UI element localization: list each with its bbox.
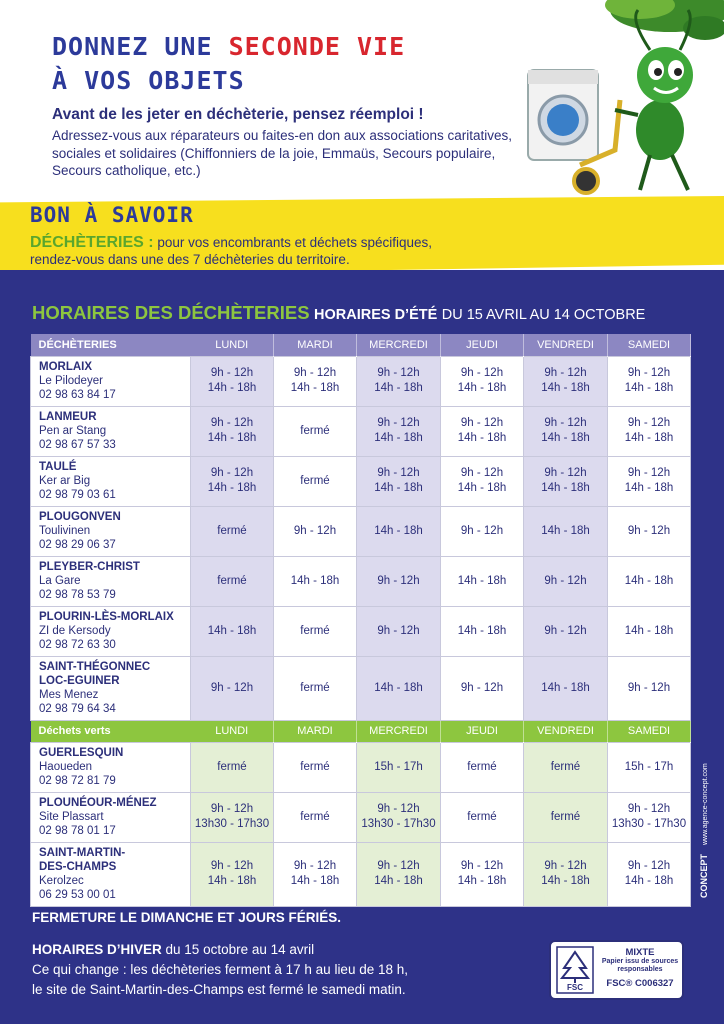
hours-cell: 9h - 12h 14h - 18h (524, 356, 608, 406)
bon-a-savoir-label: DÉCHÈTERIES : (30, 234, 154, 251)
hours-cell: 14h - 18h (274, 556, 357, 606)
site-phone: 02 98 29 06 37 (39, 538, 116, 551)
table-row (31, 556, 691, 606)
site-cell (31, 842, 191, 906)
site-phone: 02 98 72 81 79 (39, 774, 116, 787)
fsc-text (599, 947, 681, 989)
horaires-subtitle: HORAIRES D’ÉTÉ (314, 307, 438, 323)
hours-cell: 9h - 12h 14h - 18h (191, 406, 274, 456)
horaires-period: DU 15 AVRIL AU 14 OCTOBRE (441, 307, 646, 323)
agency-brand: CONCEPT (699, 853, 709, 898)
column-header-day: SAMEDI (608, 720, 691, 742)
column-header-day: LUNDI (191, 334, 274, 356)
hours-cell: fermé (524, 742, 608, 792)
site-cell (31, 506, 191, 556)
hours-cell: 9h - 12h 14h - 18h (191, 456, 274, 506)
table-row (31, 406, 691, 456)
decheteries-header-row (31, 334, 691, 356)
site-name: PLOUGONVEN (39, 510, 121, 523)
column-header-day: VENDREDI (524, 334, 608, 356)
hours-cell: 9h - 12h 13h30 - 17h30 (357, 792, 441, 842)
hours-cell: 9h - 12h (524, 606, 608, 656)
bon-a-savoir-text (30, 234, 432, 268)
hours-cell: 9h - 12h 14h - 18h (608, 842, 691, 906)
site-phone: 02 98 67 57 33 (39, 438, 116, 451)
hours-cell: fermé (191, 742, 274, 792)
column-header-day: SAMEDI (608, 334, 691, 356)
site-place: Pen ar Stang (39, 424, 107, 437)
column-header-day: LUNDI (191, 720, 274, 742)
site-place: Ker ar Big (39, 474, 91, 487)
bon-a-savoir-text2: rendez-vous dans une des 7 déchèteries du territoire. (30, 252, 350, 267)
schedule-body (31, 334, 691, 906)
site-phone: 02 98 72 63 30 (39, 638, 116, 651)
fsc-papier: Papier issu de sources responsables (601, 958, 679, 973)
hours-cell: 9h - 12h (274, 506, 357, 556)
hours-cell: 9h - 12h (441, 656, 524, 720)
site-cell (31, 356, 191, 406)
hours-cell: 9h - 12h 14h - 18h (191, 356, 274, 406)
fsc-label (549, 940, 684, 1000)
table-row (31, 606, 691, 656)
hours-cell: 14h - 18h (608, 556, 691, 606)
horaires-main-title: HORAIRES DES DÉCHÈTERIES (32, 302, 310, 323)
hours-cell: 9h - 12h (608, 506, 691, 556)
hours-cell: 9h - 12h 14h - 18h (191, 842, 274, 906)
hours-cell: 14h - 18h (357, 656, 441, 720)
site-name: PLOUNÉOUR-MÉNEZ (39, 796, 157, 809)
hours-cell: fermé (524, 792, 608, 842)
hours-cell: 14h - 18h (441, 556, 524, 606)
hours-cell: fermé (274, 456, 357, 506)
fsc-brand: FSC (567, 983, 583, 992)
hours-cell: 14h - 18h (524, 506, 608, 556)
site-phone: 02 98 79 64 34 (39, 702, 116, 715)
site-name: LANMEUR (39, 410, 97, 423)
site-name: GUERLESQUIN (39, 746, 124, 759)
column-header-day: MARDI (274, 334, 357, 356)
hours-cell: 9h - 12h 14h - 18h (441, 356, 524, 406)
hours-cell: 9h - 12h 14h - 18h (608, 356, 691, 406)
hours-cell: 9h - 12h 13h30 - 17h30 (608, 792, 691, 842)
site-cell (31, 656, 191, 720)
site-phone: 02 98 63 84 17 (39, 388, 116, 401)
hours-cell: 9h - 12h 14h - 18h (441, 456, 524, 506)
hours-cell: fermé (274, 656, 357, 720)
site-place: Mes Menez (39, 688, 99, 701)
bon-a-savoir-title: BON À SAVOIR (30, 203, 194, 227)
hours-cell: 9h - 12h 14h - 18h (357, 842, 441, 906)
site-name: PLEYBER-CHRIST (39, 560, 140, 573)
hours-cell: 9h - 12h 14h - 18h (441, 842, 524, 906)
headline-part2: SECONDE VIE (228, 32, 406, 61)
site-cell (31, 406, 191, 456)
table-row (31, 742, 691, 792)
hours-cell: 9h - 12h (608, 656, 691, 720)
schedule-table (30, 334, 691, 907)
hiver-title: HORAIRES D’HIVER (32, 942, 162, 957)
intro-text: Adressez-vous aux réparateurs ou faites-en don aux associations caritatives, sociales et solidaires (Chiffonniers de la joie, Emmaüs, Secours populaire, Secours catholique, etc.) (52, 128, 512, 178)
table-row (31, 356, 691, 406)
site-cell (31, 742, 191, 792)
hours-cell: 9h - 12h 13h30 - 17h30 (191, 792, 274, 842)
fsc-code: FSC® C006327 (606, 978, 674, 989)
hours-cell: 9h - 12h (357, 606, 441, 656)
table-row (31, 506, 691, 556)
site-place: Haoueden (39, 760, 93, 773)
hours-cell: 9h - 12h 14h - 18h (524, 456, 608, 506)
hours-cell: fermé (441, 792, 524, 842)
hiver-line2: Ce qui change : les déchèteries ferment à 17 h au lieu de 18 h, (32, 962, 408, 977)
headline-line2: À VOS OBJETS (52, 66, 245, 95)
site-name: SAINT-THÉGONNEC (39, 660, 151, 673)
hours-cell: fermé (274, 406, 357, 456)
site-cell (31, 556, 191, 606)
site-name: SAINT-MARTIN- (39, 846, 126, 859)
table-row (31, 842, 691, 906)
site-cell (31, 456, 191, 506)
hours-cell: 15h - 17h (357, 742, 441, 792)
site-phone: 02 98 79 03 61 (39, 488, 116, 501)
column-header-day: MARDI (274, 720, 357, 742)
hours-cell: 9h - 12h 14h - 18h (608, 406, 691, 456)
hours-cell: 9h - 12h 14h - 18h (357, 456, 441, 506)
hours-cell: 9h - 12h (441, 506, 524, 556)
site-name-line2: DES-CHAMPS (39, 860, 117, 873)
column-header-site: DÉCHÈTERIES (31, 334, 191, 356)
hours-cell: 14h - 18h (608, 606, 691, 656)
bon-a-savoir-text1: pour vos encombrants et déchets spécifiques, (153, 235, 432, 250)
hours-cell: 14h - 18h (191, 606, 274, 656)
site-cell (31, 606, 191, 656)
site-phone: 02 98 78 53 79 (39, 588, 116, 601)
table-row (31, 656, 691, 720)
hours-cell: 14h - 18h (441, 606, 524, 656)
agency-credit (697, 720, 711, 900)
hours-cell: 9h - 12h 14h - 18h (608, 456, 691, 506)
table-row (31, 792, 691, 842)
agency-url: www.agence-concept.com (702, 763, 709, 845)
column-header-day: MERCREDI (357, 334, 441, 356)
headline (52, 30, 405, 98)
site-name: PLOURIN-LÈS-MORLAIX (39, 610, 174, 623)
hours-cell: 9h - 12h 14h - 18h (441, 406, 524, 456)
site-place: Toulivinen (39, 524, 91, 537)
site-name: TAULÉ (39, 460, 77, 473)
site-place: La Gare (39, 574, 81, 587)
column-header-day: JEUDI (441, 720, 524, 742)
column-header-day: JEUDI (441, 334, 524, 356)
hiver-notice (32, 940, 408, 1000)
column-header-site: Déchets verts (31, 720, 191, 742)
site-cell (31, 792, 191, 842)
hours-cell: 9h - 12h 14h - 18h (524, 842, 608, 906)
hours-cell: 9h - 12h 14h - 18h (357, 356, 441, 406)
fsc-tree-logo-icon (556, 946, 594, 994)
reemploi-heading: Avant de les jeter en déchèterie, pensez réemploi ! (52, 106, 424, 123)
horaires-title (32, 302, 645, 324)
site-place: ZI de Kersody (39, 624, 111, 637)
hours-cell: 9h - 12h 14h - 18h (274, 356, 357, 406)
column-header-day: MERCREDI (357, 720, 441, 742)
hours-cell: 9h - 12h 14h - 18h (274, 842, 357, 906)
site-place: Site Plassart (39, 810, 104, 823)
hours-cell: 9h - 12h 14h - 18h (524, 406, 608, 456)
ant-mascot-illustration (520, 0, 724, 200)
fsc-mixte: MIXTE (625, 947, 655, 958)
hours-cell: 14h - 18h (524, 656, 608, 720)
column-header-day: VENDREDI (524, 720, 608, 742)
hours-cell: 9h - 12h (524, 556, 608, 606)
site-phone: 06 29 53 00 01 (39, 888, 116, 901)
hours-cell: 9h - 12h 14h - 18h (357, 406, 441, 456)
headline-part1: DONNEZ UNE (52, 32, 229, 61)
dechets-verts-header-row (31, 720, 691, 742)
hours-cell: fermé (274, 742, 357, 792)
hours-cell: 15h - 17h (608, 742, 691, 792)
table-row (31, 456, 691, 506)
fermeture-notice: FERMETURE LE DIMANCHE ET JOURS FÉRIÉS. (32, 910, 342, 925)
hours-cell: 9h - 12h (357, 556, 441, 606)
hiver-line3: le site de Saint-Martin-des-Champs est fermé le samedi matin. (32, 982, 406, 997)
site-name: MORLAIX (39, 360, 93, 373)
site-phone: 02 98 78 01 17 (39, 824, 116, 837)
hours-cell: fermé (191, 506, 274, 556)
hours-cell: fermé (274, 792, 357, 842)
site-place: Le Pilodeyer (39, 374, 103, 387)
hours-cell: fermé (191, 556, 274, 606)
hiver-period: du 15 octobre au 14 avril (161, 942, 315, 957)
hours-cell: fermé (274, 606, 357, 656)
hours-cell: 14h - 18h (357, 506, 441, 556)
hours-cell: 9h - 12h (191, 656, 274, 720)
site-place: Kerolzec (39, 874, 84, 887)
hours-cell: fermé (441, 742, 524, 792)
site-name-line2: LOC-EGUINER (39, 674, 120, 687)
